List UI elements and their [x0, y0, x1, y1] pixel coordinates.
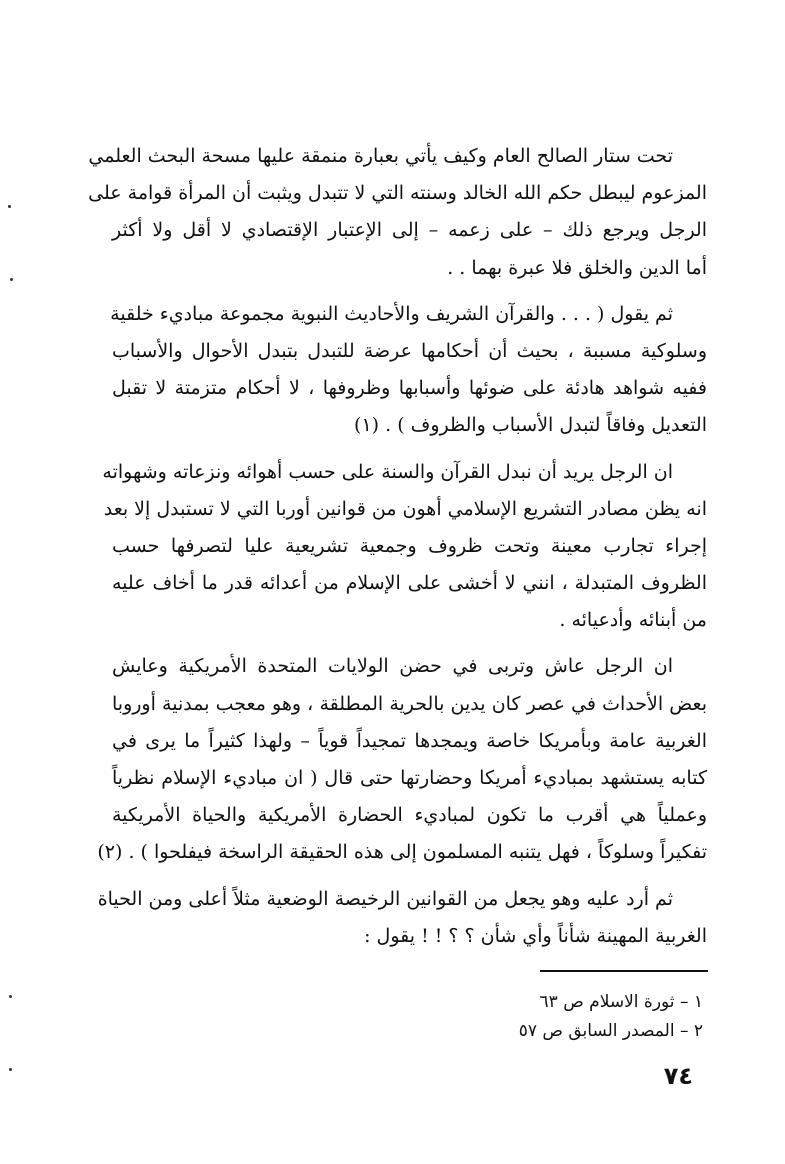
- scan-speck: [8, 205, 11, 208]
- p2-line1: ثم يقول ( . . . والقرآن الشريف والأحاديث النبوية مجموعة مباديء خلقية: [110, 302, 673, 325]
- paragraph-gap: [112, 639, 707, 648]
- p3-line1: ان الرجل يريد أن نبدل القرآن والسنة على حسب أهوائه ونزعاته وشهواته: [102, 460, 673, 483]
- p4-line5: وعملياً هي أقرب ما تكون لمباديء الحضارة الأمريكية والحياة الأمريكية: [112, 804, 707, 827]
- p4-line1: ان الرجل عاش وتربى في حضن الولايات المتحدة الأمريكية وعايش: [112, 655, 673, 678]
- footnotes: [403, 988, 703, 1046]
- p3-line5: من أبنائه وأدعيائه .: [559, 609, 707, 632]
- p4-line4: كتابه يستشهد بمباديء أمريكا وحضارتها حتى قال ( ان مباديء الإسلام نظرياً: [112, 767, 707, 789]
- paragraph-gap: [112, 872, 707, 881]
- footnote-divider: [540, 970, 708, 972]
- p5-line1: ثم أرد عليه وهو يجعل من القوانين الرخيصة الوضعية مثلاً أعلى ومن الحياة: [97, 887, 673, 910]
- paragraph-gap: [112, 287, 707, 296]
- p1-line3: الرجل ويرجع ذلك – على زعمه – إلى الإعتبار الإقتصادي لا أقل ولا أكثر: [112, 219, 707, 242]
- scan-speck: [9, 995, 12, 998]
- scan-speck: [9, 1068, 12, 1071]
- p1-line4: أما الدين والخلق فلا عبرة بهما . .: [447, 256, 707, 279]
- paragraph-gap: [112, 445, 707, 454]
- footnote-2: ٢ – المصدر السابق ص ٥٧: [518, 1021, 703, 1041]
- p1-line1: تحت ستار الصالح العام وكيف يأتي بعبارة منمقة عليها مسحة البحث العلمي: [88, 145, 673, 167]
- page-number: ٧٤: [663, 1062, 693, 1090]
- p4-line3: الغربية عامة وبأمريكا خاصة ويمجدها تمجيداً قوياً – ولهذا كثيراً ما يرى في: [112, 729, 707, 752]
- p3-line2: انه يظن مصادر التشريع الإسلامي أهون من قوانين أوربا التي لا تستبدل إلا بعد: [103, 497, 707, 520]
- p3-line4: الظروف المتبدلة ، انني لا أخشى على الإسلام من أعدائه قدر ما أخاف عليه: [112, 572, 707, 595]
- p1-line2: المزعوم ليبطل حكم الله الخالد وسنته التي لا تتبدل ويثبت أن المرأة قوامة على: [88, 182, 707, 205]
- p4-line6: تفكيراً وسلوكاً ، فهل يتنبه المسلمون إلى هذه الحقيقة الراسخة فيفلحوا ) . (٢): [97, 841, 707, 864]
- footnote-1: ١ – ثورة الاسلام ص ٦٣: [539, 992, 703, 1012]
- scan-speck: [10, 278, 13, 281]
- p4-line2: بعض الأحداث في عصر كان يدين بالحرية المطلقة ، وهو معجب بمدنية أوروبا: [112, 692, 707, 715]
- body-text: [88, 138, 707, 955]
- p5-line2: الغربية المهينة شأناً وأي شأن ؟ ؟ ! ! يقول :: [364, 924, 707, 947]
- p3-line3: إجراء تجارب معينة وتحت ظروف وجمعية تشريعية عليا لتصرفها حسب: [112, 534, 707, 557]
- p2-line4: التعديل وفاقاً لتبدل الأسباب والظروف ) . (١): [354, 414, 707, 437]
- p2-line3: ففيه شواهد هادئة على ضوئها وأسبابها وظروفها ، لا أحكام متزمتة لا تقبل: [112, 377, 707, 400]
- p2-line2: وسلوكية مسببة ، بحيث أن أحكامها عرضة للتبدل بتبدل الأحوال والأسباب: [112, 339, 707, 362]
